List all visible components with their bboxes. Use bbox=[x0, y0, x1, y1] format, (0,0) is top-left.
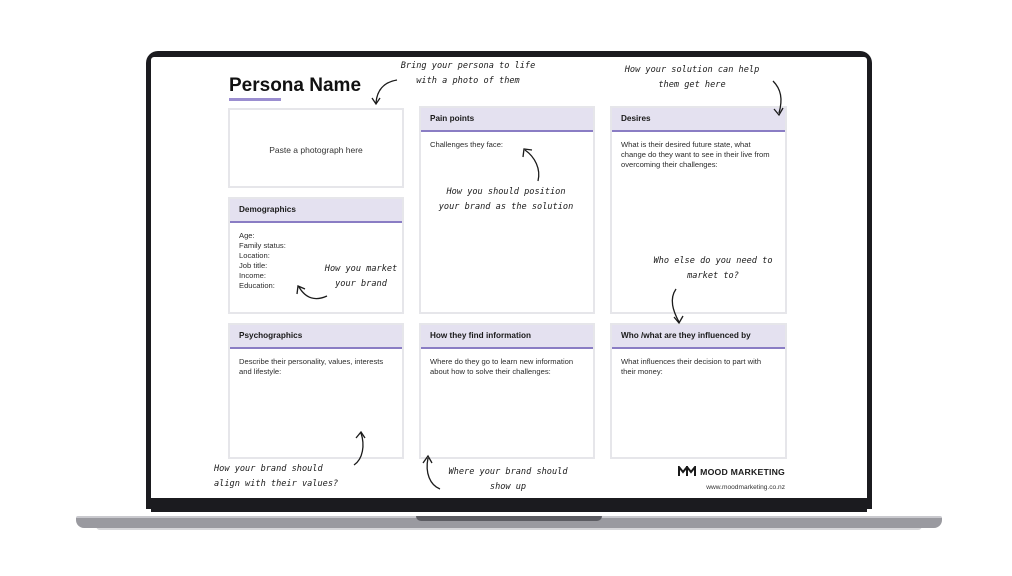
annotation-position-line: How you should position bbox=[446, 187, 566, 197]
annotation-market-arrow bbox=[294, 281, 330, 303]
desires-heading: Desires bbox=[612, 108, 785, 132]
demographics-field: Family status: bbox=[239, 241, 286, 251]
find-information-heading: How they find information bbox=[421, 325, 593, 349]
annotation-solution-arrow bbox=[767, 79, 787, 117]
photo-placeholder-label: Paste a photograph here bbox=[269, 145, 363, 155]
psychographics-heading: Psychographics bbox=[230, 325, 402, 349]
brand-block bbox=[678, 463, 785, 491]
annotation-market-line: your brand bbox=[335, 278, 387, 289]
annotation-photo bbox=[398, 59, 538, 88]
title-underline bbox=[229, 98, 281, 101]
brand-name: MOOD MARKETING bbox=[700, 466, 785, 477]
brand-url: www.moodmarketing.co.nz bbox=[706, 484, 785, 491]
influenced-by-box bbox=[610, 323, 787, 459]
find-information-box bbox=[419, 323, 595, 459]
demographics-heading: Demographics bbox=[230, 199, 402, 223]
annotation-show-up bbox=[433, 465, 583, 494]
laptop-base-notch bbox=[416, 516, 602, 521]
annotation-market-line: How you market bbox=[324, 264, 398, 274]
annotation-align bbox=[214, 462, 344, 491]
annotation-solution bbox=[617, 63, 767, 92]
mood-marketing-logo-icon bbox=[678, 466, 696, 477]
influenced-by-text: What influences their decision to part with their money: bbox=[621, 357, 762, 377]
annotation-position-line: your brand as the solution bbox=[438, 201, 574, 212]
pain-points-heading: Pain points bbox=[421, 108, 593, 132]
annotation-who-else-line: Who else do you need to bbox=[653, 256, 773, 266]
demographics-field: Job title: bbox=[239, 261, 268, 271]
annotation-solution-line: How your solution can help bbox=[624, 65, 760, 75]
annotation-photo-arrow bbox=[371, 77, 401, 107]
persona-title: Persona Name bbox=[229, 75, 362, 96]
influenced-by-heading: Who /what are they influenced by bbox=[612, 325, 785, 349]
annotation-who-else-arrow bbox=[667, 287, 691, 327]
annotation-solution-line: them get here bbox=[658, 79, 726, 90]
laptop-screen-bottom-bezel bbox=[151, 498, 867, 512]
annotation-who-else bbox=[638, 254, 788, 283]
pain-points-text: Challenges they face: bbox=[430, 140, 504, 149]
photo-placeholder-box bbox=[228, 108, 404, 188]
psychographics-box bbox=[228, 323, 404, 459]
demographics-field: Location: bbox=[239, 251, 270, 261]
demographics-field: Education: bbox=[239, 281, 275, 291]
annotation-align-line: How your brand should bbox=[214, 464, 323, 474]
demographics-field: Age: bbox=[239, 231, 255, 240]
annotation-align-line: align with their values? bbox=[214, 478, 339, 489]
demographics-field: Income: bbox=[239, 271, 267, 281]
annotation-position bbox=[426, 185, 586, 214]
find-information-text: Where do they go to learn new information about how to solve their challenges: bbox=[430, 357, 574, 377]
psychographics-text: Describe their personality, values, interests and lifestyle: bbox=[239, 357, 384, 377]
laptop-screen bbox=[151, 57, 867, 498]
annotation-who-else-line: market to? bbox=[687, 270, 739, 281]
annotation-show-up-line: show up bbox=[489, 481, 527, 492]
desires-text: What is their desired future state, what change do they want to see in their live from overcoming their challenges: bbox=[621, 140, 770, 170]
annotation-show-up-line: Where your brand should bbox=[448, 467, 568, 477]
annotation-photo-line: Bring your persona to life bbox=[400, 61, 536, 71]
annotation-photo-line: with a photo of them bbox=[416, 75, 520, 86]
annotation-align-arrow bbox=[351, 429, 371, 469]
annotation-position-arrow bbox=[519, 145, 545, 185]
